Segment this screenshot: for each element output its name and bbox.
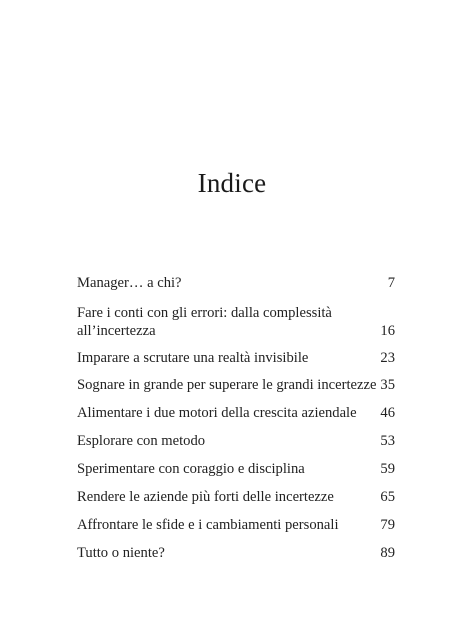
toc-entry	[77, 516, 395, 534]
toc-entry	[77, 304, 395, 340]
toc-entry-title: Imparare a scrutare una realtà invisibile	[77, 350, 309, 366]
toc-entry-title: Esplorare con metodo	[77, 433, 206, 449]
toc-entry-title: Rendere le aziende più forti delle incertezze	[77, 489, 334, 505]
toc-entry-page: 53	[380, 433, 395, 449]
toc-entry-title: Tutto o niente?	[77, 545, 165, 561]
toc-entry-title: Alimentare i due motori della crescita aziendale	[77, 405, 357, 421]
toc-entry-title: Affrontare le sfide e i cambiamenti personali	[77, 517, 339, 533]
page-title: Indice	[197, 168, 267, 198]
toc-entry	[77, 376, 395, 394]
toc-entry-title: Fare i conti con gli errori: dalla complessità all’incertezza	[77, 305, 332, 339]
toc-entry	[77, 274, 395, 292]
toc-entry-page: 59	[380, 461, 395, 477]
toc-entry-title: Manager… a chi?	[77, 275, 182, 291]
toc-entry	[77, 404, 395, 422]
toc-entry-page: 79	[380, 517, 395, 533]
toc-entry-page: 7	[387, 275, 395, 291]
toc-entry-page: 16	[380, 323, 395, 339]
toc-entry	[77, 544, 395, 562]
toc-entry-title: Sognare in grande per superare le grandi incertezze	[77, 377, 377, 393]
toc-entry-page: 35	[380, 377, 395, 393]
toc-entry	[77, 488, 395, 506]
toc-entry	[77, 460, 395, 478]
toc-entry	[77, 432, 395, 450]
toc-entry-page: 65	[380, 489, 395, 505]
toc-entry-page: 23	[380, 350, 395, 366]
toc-entry-page: 89	[380, 545, 395, 561]
toc-entry-title: Sperimentare con coraggio e disciplina	[77, 461, 305, 477]
toc-entry	[77, 349, 395, 367]
toc-entry-page: 46	[380, 405, 395, 421]
